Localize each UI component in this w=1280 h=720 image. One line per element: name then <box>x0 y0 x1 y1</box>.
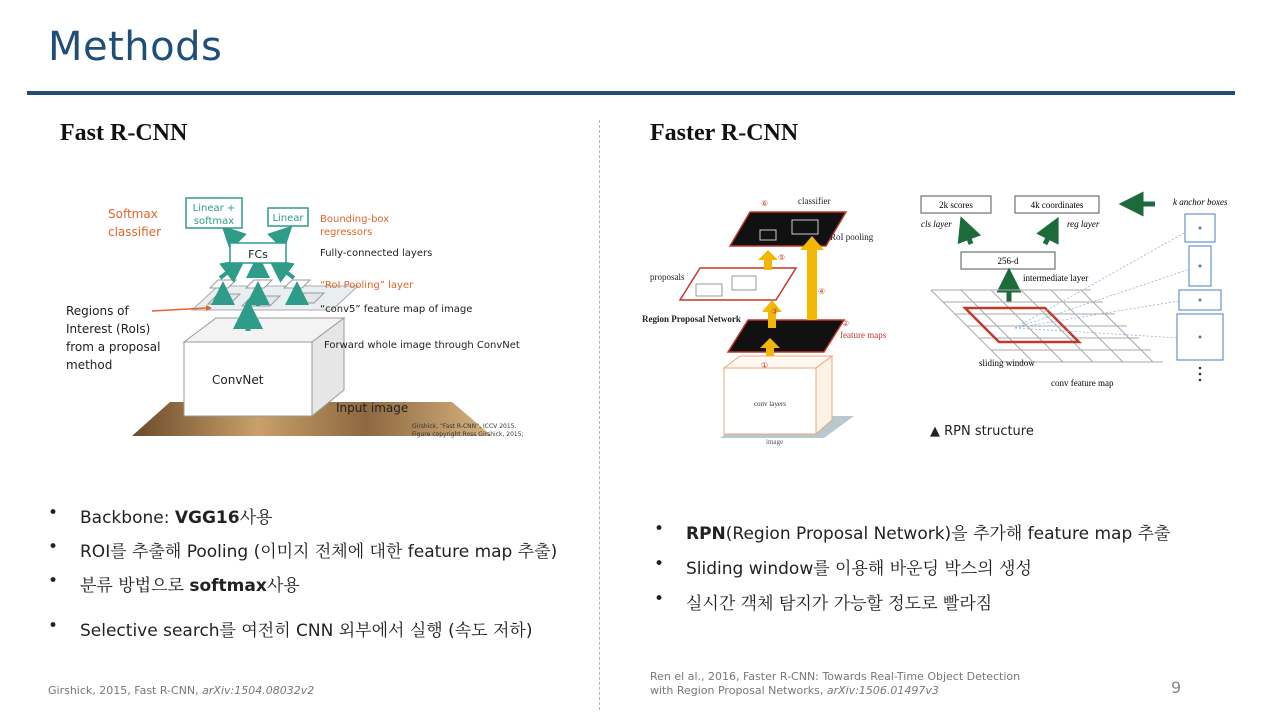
svg-text:Region Proposal Network: Region Proposal Network <box>642 314 741 324</box>
svg-text:③: ③ <box>771 307 779 316</box>
svg-text:Girshick, “Fast R-CNN”, ICCV 2: Girshick, “Fast R-CNN”, ICCV 2015. <box>412 423 517 430</box>
svg-text:ConvNet: ConvNet <box>212 373 264 387</box>
conv-feature-map-grid <box>931 290 1163 362</box>
list-item: • Sliding window를 이용해 바운딩 박스의 생성 <box>652 554 1170 579</box>
svg-text:④: ④ <box>818 287 826 296</box>
faster-rcnn-diagram <box>640 188 900 453</box>
svg-text:Figure copyright Ross Girshick: Figure copyright Ross Girshick, 2015; <box>412 431 524 438</box>
svg-text:②: ② <box>842 319 850 328</box>
fast-rcnn-diagram <box>66 190 540 445</box>
svg-text:feature maps: feature maps <box>840 330 887 340</box>
svg-text:RoI pooling: RoI pooling <box>830 232 874 242</box>
svg-text:image: image <box>766 438 784 446</box>
list-item: • Selective search를 여전히 CNN 외부에서 실행 (속도 저하) <box>46 616 557 641</box>
svg-text:Fully-connected layers: Fully-connected layers <box>320 248 433 259</box>
svg-text:regressors: regressors <box>320 227 373 238</box>
svg-text:proposals: proposals <box>650 272 685 282</box>
svg-text:from a proposal: from a proposal <box>66 340 161 354</box>
list-item: • Backbone: VGG16사용 <box>46 503 557 528</box>
svg-text:softmax: softmax <box>193 216 235 227</box>
svg-text:classifier: classifier <box>108 225 161 239</box>
rpn-structure-diagram <box>915 188 1245 398</box>
page-number: 9 <box>1171 678 1182 697</box>
svg-text:Linear: Linear <box>272 213 304 224</box>
list-item: • 실시간 객체 탐지가 가능할 정도로 빨라짐 <box>652 589 1170 614</box>
svg-text:intermediate layer: intermediate layer <box>1023 273 1089 283</box>
svg-text:Forward whole image through Co: Forward whole image through ConvNet <box>324 340 520 351</box>
fast-rcnn-heading: Fast R-CNN <box>60 120 188 146</box>
svg-text:classifier: classifier <box>798 196 831 206</box>
fast-rcnn-bullets <box>46 503 557 641</box>
sliding-window-box <box>965 308 1079 342</box>
svg-text:Bounding-box: Bounding-box <box>320 214 390 225</box>
svg-text:2k scores: 2k scores <box>939 200 973 210</box>
svg-text:reg layer: reg layer <box>1067 219 1100 229</box>
fast-rcnn-citation: Girshick, 2015, Fast R-CNN, arXiv:1504.08032v2 <box>48 684 315 697</box>
classifier-plane <box>730 212 846 246</box>
column-divider <box>599 120 600 710</box>
faster-rcnn-citation: Ren el al., 2016, Faster R-CNN: Towards Real-Time Object Detection with Region Proposal Networks, arXiv:1506.01497v3 <box>650 670 1021 697</box>
svg-text:Input image: Input image <box>336 401 409 415</box>
svg-text:⑤: ⑤ <box>778 253 786 262</box>
slide-title: Methods <box>48 24 223 70</box>
faster-rcnn-heading: Faster R-CNN <box>650 120 799 146</box>
list-item: • 분류 방법으로 softmax사용 <box>46 571 557 596</box>
list-item: • ROI를 추출해 Pooling (이미지 전체에 대한 feature map 추출) <box>46 537 557 562</box>
svg-text:method: method <box>66 358 113 372</box>
svg-text:conv feature map: conv feature map <box>1051 378 1114 388</box>
svg-text:Softmax: Softmax <box>108 207 158 221</box>
list-item: • RPN(Region Proposal Network)을 추가해 feature map 추출 <box>652 519 1170 544</box>
svg-text:Interest (RoIs): Interest (RoIs) <box>66 322 151 336</box>
svg-text:sliding window: sliding window <box>979 358 1035 368</box>
title-underline <box>27 91 1235 95</box>
svg-text:cls layer: cls layer <box>921 219 952 229</box>
svg-text:4k coordinates: 4k coordinates <box>1030 200 1084 210</box>
feature-maps-plane <box>728 320 844 352</box>
svg-text:Regions of: Regions of <box>66 304 129 318</box>
svg-text:“RoI Pooling” layer: “RoI Pooling” layer <box>320 280 414 291</box>
svg-text:Linear +: Linear + <box>192 203 236 214</box>
svg-text:“conv5” feature map of image: “conv5” feature map of image <box>320 304 473 315</box>
fcs-label: FCs <box>248 248 268 261</box>
svg-text:conv layers: conv layers <box>753 400 787 408</box>
svg-text:256-d: 256-d <box>997 256 1019 266</box>
svg-text:⑥: ⑥ <box>761 199 769 208</box>
svg-text:k anchor boxes: k anchor boxes <box>1173 197 1228 207</box>
svg-text:①: ① <box>761 361 769 370</box>
faster-rcnn-bullets <box>652 519 1170 614</box>
rpn-structure-caption: ▲ RPN structure <box>930 424 1034 439</box>
